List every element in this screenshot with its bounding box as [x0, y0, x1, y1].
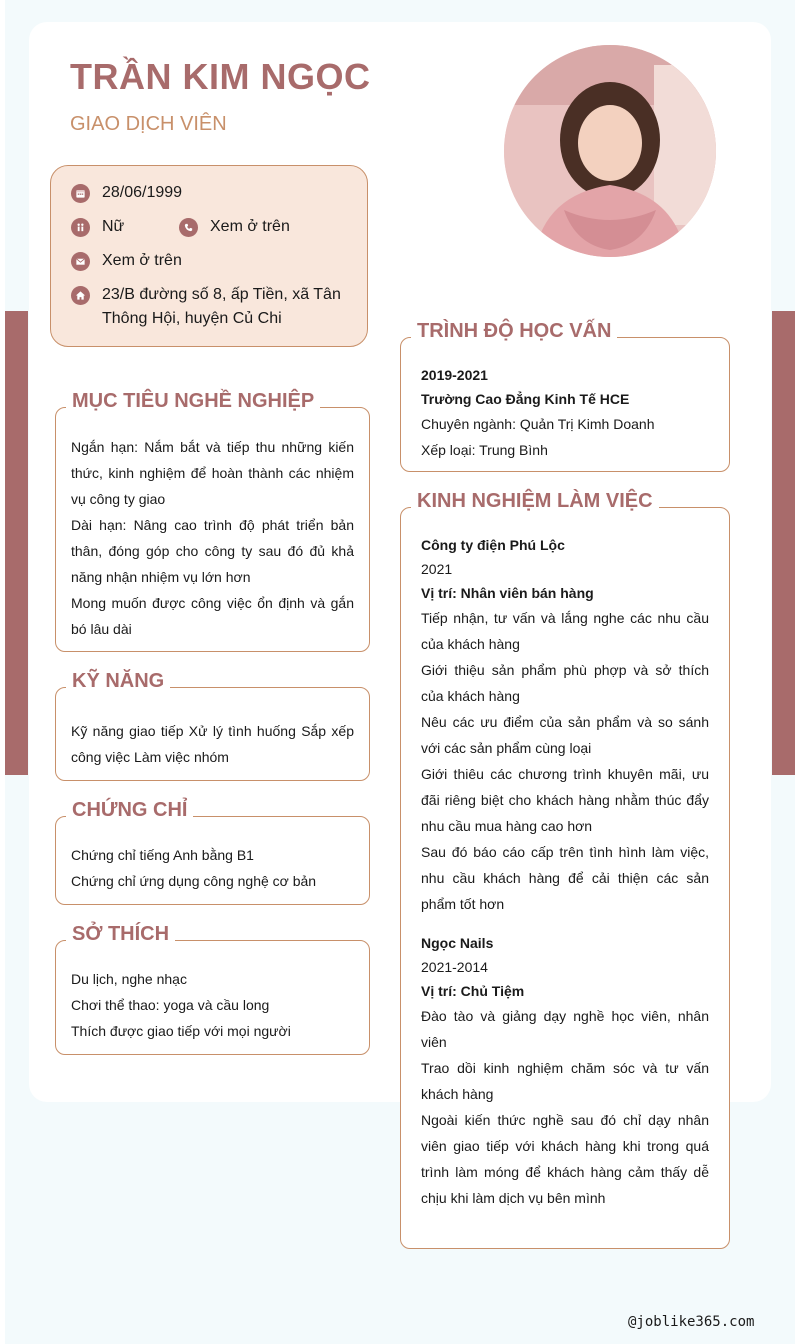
skills-title: KỸ NĂNG	[66, 668, 170, 694]
objective-title: MỤC TIÊU NGHỀ NGHIỆP	[66, 388, 320, 414]
phone-icon	[179, 218, 198, 237]
certificate-item: Chứng chỉ ứng dụng công nghệ cơ bản	[71, 873, 317, 889]
experience-body	[421, 533, 709, 1211]
education-body	[421, 363, 709, 463]
objective-paragraph: Mong muốn được công việc ổn định và gắn bó lâu dài	[71, 595, 354, 637]
candidate-name: TRẦN KIM NGỌC	[70, 56, 371, 97]
hobbies-title: SỞ THÍCH	[66, 921, 175, 947]
education-title: TRÌNH ĐỘ HỌC VẤN	[411, 318, 617, 344]
skills-section	[55, 670, 370, 781]
gender-value: Nữ	[102, 218, 125, 235]
birthday-value: 28/06/1999	[102, 184, 183, 201]
candidate-title: GIAO DỊCH VIÊN	[70, 113, 227, 135]
right-accent-bar	[772, 311, 795, 775]
profile-photo	[504, 45, 716, 257]
job-company: Ngọc Nails	[421, 935, 494, 951]
gender-row	[71, 215, 124, 239]
skills-text: Kỹ năng giao tiếp Xử lý tình huống Sắp xếp công việc Làm việc nhóm	[71, 723, 354, 765]
calendar-icon	[71, 184, 90, 203]
email-row	[71, 249, 182, 273]
objective-paragraph: Ngắn hạn: Nắm bắt và tiếp thu những kiến thức, kinh nghiệm để hoàn thành các nhiệm vụ công ty giao	[71, 439, 354, 507]
job-duty: Ngoài kiến thức nghề sau đó chỉ dạy nhân viên giao tiếp với khách hàng khi trong quá trình làm móng để khách hàng cảm thấy dễ chịu khi làm dịch vụ bên mình	[421, 1112, 709, 1206]
job-duty: Nêu các ưu điểm của sản phẩm và so sánh với các sản phẩm cùng loại	[421, 714, 709, 756]
skills-body	[71, 718, 354, 770]
gender-icon	[71, 218, 90, 237]
hobby-item: Chơi thể thao: yoga và cầu long	[71, 997, 270, 1013]
education-school: Trường Cao Đẳng Kinh Tế HCE	[421, 391, 630, 407]
certificates-section	[55, 799, 370, 905]
certificate-item: Chứng chỉ tiếng Anh bằng B1	[71, 847, 254, 863]
education-major: Chuyên ngành: Quản Trị Kimh Doanh	[421, 416, 655, 432]
hobby-item: Du lịch, nghe nhạc	[71, 971, 187, 987]
job-duty: Giới thiêu các chương trình khuyên mãi, ưu đãi riêng biệt cho khách hàng nhằm thúc đẩy nhu cầu mua hàng cao hơn	[421, 766, 709, 834]
mail-icon	[71, 252, 90, 271]
objective-paragraph: Dài hạn: Nâng cao trình độ phát triển bản thân, đóng góp cho công ty sau đó đủ khả năng nhận nhiệm vụ lớn hơn	[71, 517, 354, 585]
experience-section	[400, 490, 730, 1249]
objective-body	[71, 434, 354, 642]
job-period: 2021-2014	[421, 959, 488, 975]
job-period: 2021	[421, 561, 453, 577]
phone-row	[179, 215, 290, 239]
job-duty: Sau đó báo cáo cấp trên tình hình làm việc, nhu cầu khách hàng để cải thiện các sản phẩm tốt hơn	[421, 844, 709, 912]
home-icon	[71, 286, 90, 305]
job-duty: Đào tào và giảng dạy nghề học viên, nhân viên	[421, 1008, 709, 1050]
job-duty: Tiếp nhận, tư vấn và lắng nghe các nhu cầu của khách hàng	[421, 610, 709, 652]
job-duty: Giới thiệu sản phẩm phù phợp và sở thích của khách hàng	[421, 662, 709, 704]
objective-section	[55, 390, 370, 652]
address-value: 23/B đường số 8, ấp Tiền, xã Tân Thông Hội, huyện Củ Chi	[102, 286, 341, 327]
hobby-item: Thích được giao tiếp với mọi người	[71, 1023, 291, 1039]
birthday-row	[71, 181, 182, 205]
hobbies-section	[55, 923, 370, 1055]
job-position: Vị trí: Nhân viên bán hàng	[421, 585, 594, 601]
left-accent-bar	[5, 311, 28, 775]
education-period: 2019-2021	[421, 367, 488, 383]
contact-box	[50, 165, 368, 347]
job-duty: Trao dồi kinh nghiệm chăm sóc và tư vấn khách hàng	[421, 1060, 709, 1102]
experience-title: KINH NGHIỆM LÀM VIỆC	[411, 488, 659, 514]
education-section	[400, 320, 730, 472]
watermark: @joblike365.com	[628, 1314, 755, 1330]
job-company: Công ty điện Phú Lộc	[421, 537, 565, 553]
job-position: Vị trí: Chủ Tiệm	[421, 983, 525, 999]
email-value: Xem ở trên	[102, 252, 182, 269]
certificates-title: CHỨNG CHỈ	[66, 797, 193, 823]
education-grade: Xếp loại: Trung Bình	[421, 442, 548, 458]
hobbies-body	[71, 966, 354, 1044]
address-row	[71, 283, 341, 331]
certificates-body	[71, 842, 354, 894]
phone-value: Xem ở trên	[210, 218, 290, 235]
